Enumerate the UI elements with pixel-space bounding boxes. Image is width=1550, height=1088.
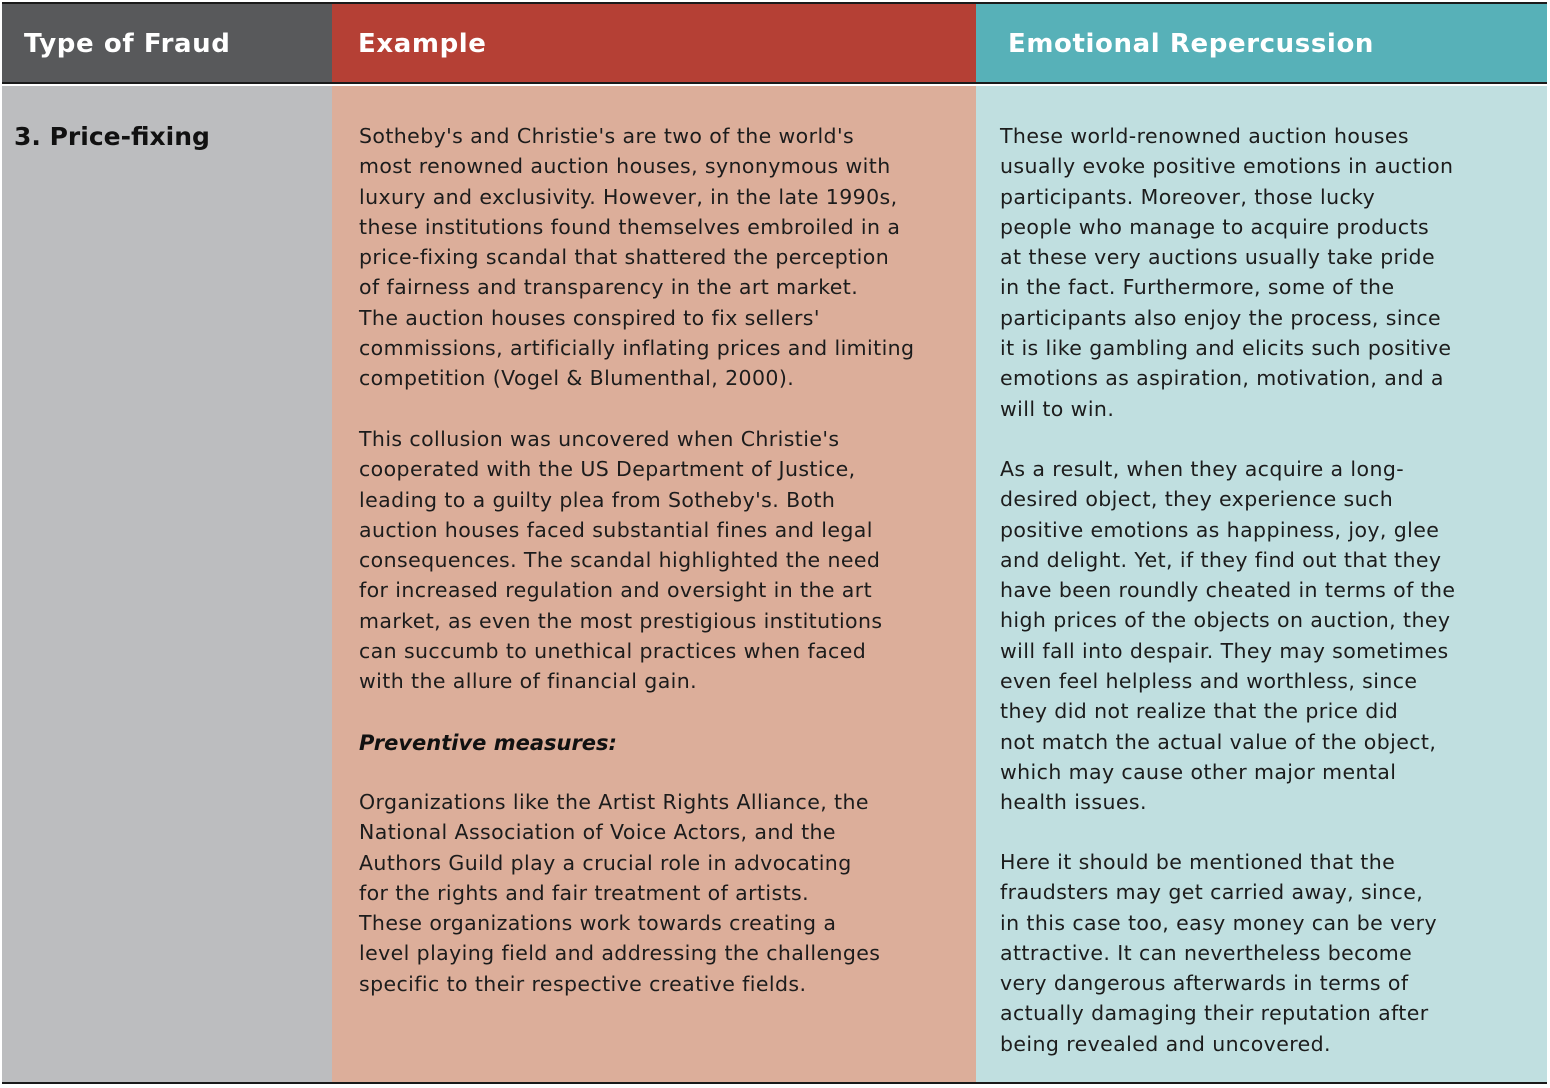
text-line: The auction houses conspired to fix sellers'	[359, 305, 820, 330]
text-line: specific to their respective creative fields.	[359, 971, 807, 996]
type-cell	[2, 86, 332, 1082]
text-line: for the rights and fair treatment of artists.	[359, 880, 810, 905]
text-line: health issues.	[1000, 790, 1147, 815]
text-line: it is like gambling and elicits such positive	[1000, 336, 1452, 361]
text-line: which may cause other major mental	[1000, 759, 1397, 784]
text-line: will fall into despair. They may sometimes	[1000, 638, 1449, 663]
text-line: these institutions found themselves embroiled in a	[359, 214, 901, 239]
example-paragraph-2	[359, 424, 882, 697]
text-line: positive emotions as happiness, joy, glee	[1000, 517, 1440, 542]
text-line: leading to a guilty plea from Sotheby's. Both	[359, 487, 836, 512]
text-line: auction houses faced substantial fines and legal	[359, 517, 873, 542]
text-line: participants also enjoy the process, since	[1000, 305, 1442, 330]
text-line: market, as even the most prestigious institutions	[359, 608, 883, 633]
text-line: National Association of Voice Actors, and the	[359, 820, 836, 845]
text-line: cooperated with the US Department of Justice,	[359, 457, 856, 482]
fraud-table	[2, 2, 1547, 1084]
type-of-fraud-header: Type of Fraud	[2, 4, 332, 84]
text-line: at these very auctions usually take pride	[1000, 245, 1435, 270]
emotional-paragraph-2	[1000, 454, 1455, 818]
text-line: people who manage to acquire products	[1000, 214, 1430, 239]
text-line: in this case too, easy money can be very	[1000, 910, 1437, 935]
text-line: for increased regulation and oversight in the art	[359, 578, 873, 603]
preventive-measures-paragraph	[359, 787, 880, 999]
text-line: can succumb to unethical practices when faced	[359, 639, 867, 664]
example-column	[332, 4, 976, 1082]
text-line: Organizations like the Artist Rights Alliance, the	[359, 790, 869, 814]
text-line: even feel helpless and worthless, since	[1000, 669, 1418, 694]
text-line: Sotheby's and Christie's are two of the world's	[359, 124, 855, 148]
text-line: being revealed and uncovered.	[1000, 1031, 1331, 1056]
text-line: with the allure of financial gain.	[359, 669, 698, 694]
text-line: and delight. Yet, if they find out that they	[1000, 547, 1442, 572]
emotional-column	[976, 4, 1547, 1082]
example-paragraph-1	[359, 121, 914, 394]
text-line: have been roundly cheated in terms of the	[1000, 578, 1456, 603]
example-header: Example	[332, 4, 976, 84]
emotional-cell	[976, 86, 1547, 1082]
text-line: in the fact. Furthermore, some of the	[1000, 275, 1395, 300]
text-line: price-fixing scandal that shattered the perception	[359, 245, 890, 270]
text-line: competition (Vogel & Blumenthal, 2000).	[359, 366, 795, 391]
text-line: fraudsters may get carried away, since,	[1000, 880, 1424, 905]
type-column	[2, 4, 332, 1082]
text-line: will to win.	[1000, 396, 1115, 421]
emotional-paragraph-1	[1000, 121, 1453, 424]
text-line: attractive. It can nevertheless become	[1000, 940, 1413, 965]
text-line: emotions as aspiration, motivation, and a	[1000, 366, 1444, 391]
text-line: level playing field and addressing the challenges	[359, 941, 881, 966]
text-line: consequences. The scandal highlighted the need	[359, 548, 881, 573]
text-line: Authors Guild play a crucial role in advocating	[359, 850, 852, 875]
text-line: usually evoke positive emotions in auction	[1000, 154, 1454, 179]
text-line: very dangerous afterwards in terms of	[1000, 971, 1409, 996]
text-line: These world-renowned auction houses	[1000, 124, 1409, 148]
text-line: commissions, artificially inflating prices and limiting	[359, 336, 915, 361]
emotional-repercussion-header: Emotional Repercussion	[976, 4, 1547, 84]
fraud-type-label: 3. Price-fixing	[14, 122, 210, 151]
text-line: not match the actual value of the object,	[1000, 729, 1437, 754]
text-line: This collusion was uncovered when Christie's	[359, 427, 840, 451]
example-cell	[332, 86, 976, 1082]
text-line: Here it should be mentioned that the	[1000, 850, 1396, 874]
text-line: desired object, they experience such	[1000, 487, 1394, 512]
emotional-paragraph-3	[1000, 847, 1437, 1059]
text-line: they did not realize that the price did	[1000, 699, 1399, 724]
text-line: These organizations work towards creating a	[359, 911, 837, 936]
text-line: luxury and exclusivity. However, in the late 1990s,	[359, 184, 898, 209]
text-line: As a result, when they acquire a long-	[1000, 457, 1405, 481]
preventive-measures-heading: Preventive measures:	[359, 731, 617, 755]
text-line: of fairness and transparency in the art market.	[359, 275, 859, 300]
text-line: high prices of the objects on auction, they	[1000, 608, 1451, 633]
text-line: actually damaging their reputation after	[1000, 1001, 1429, 1026]
text-line: most renowned auction houses, synonymous with	[359, 154, 891, 179]
text-line: participants. Moreover, those lucky	[1000, 184, 1376, 209]
